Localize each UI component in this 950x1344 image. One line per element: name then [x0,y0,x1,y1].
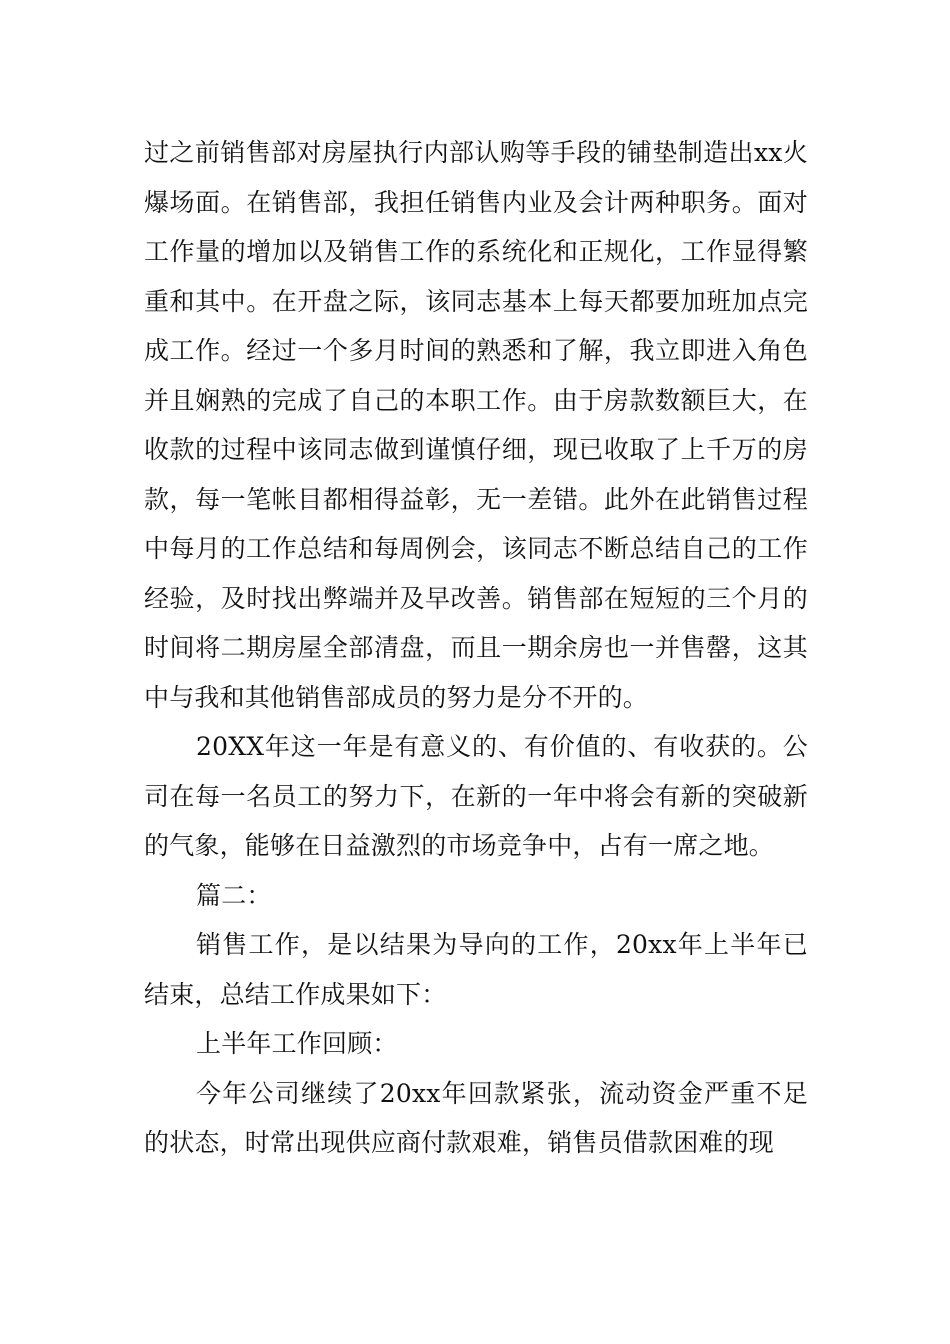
paragraph-sales-intro: 销售工作，是以结果为导向的工作，20xx年上半年已结束，总结工作成果如下： [144,930,808,1009]
section-heading-part-two: 篇二： [196,880,272,910]
section-heading-first-half-review: 上半年工作回顾： [196,1029,398,1058]
paragraph-company-status: 今年公司继续了20xx年回款紧张，流动资金严重不足的状态，时常出现供应商付款艰难，销售员借款困难的现 [144,1078,808,1157]
document-body [144,128,808,1168]
paragraph-continuation: 过之前销售部对房屋执行内部认购等手段的铺垫制造出xx火爆场面。在销售部，我担任销售内业及会计两种职务。面对工作量的增加以及销售工作的系统化和正规化，工作显得繁重和其中。在开盘之际，该同志基本上每天都要加班加点完成工作。经过一个多月时间的熟悉和了解，我立即进入角色并且娴熟的完成了自己的本职工作。由于房款数额巨大，在收款的过程中该同志做到谨慎仔细，现已收取了上千万的房款，每一笔帐目都相得益彰，无一差错。此外在此销售过程中每月的工作总结和每周例会，该同志不断总结自己的工作经验，及时找出弊端并及早改善。销售部在短短的三个月的时间将二期房屋全部清盘，而且一期余房也一并售罄，这其中与我和其他销售部成员的努力是分不开的。 [144,138,808,712]
paragraph-year-summary: 20XX年这一年是有意义的、有价值的、有收获的。公司在每一名员工的努力下，在新的一年中将会有新的突破新的气象，能够在日益激烈的市场竞争中，占有一席之地。 [144,732,808,860]
